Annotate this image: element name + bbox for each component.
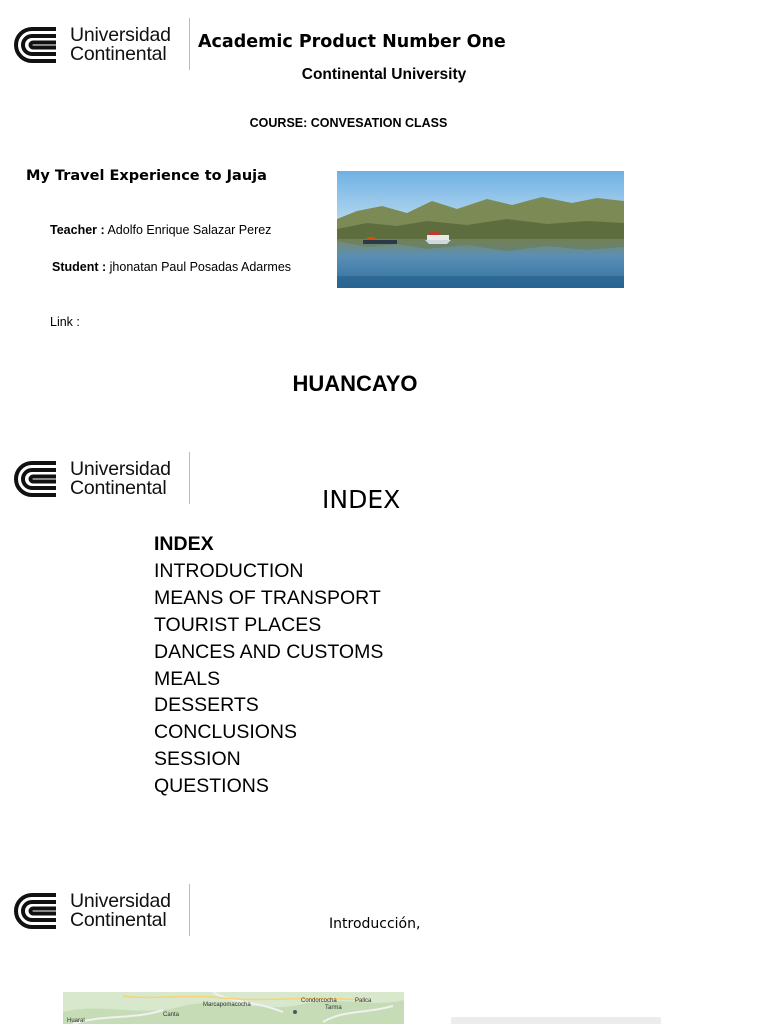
- universidad-continental-logo-icon: [14, 891, 66, 931]
- logo-line-1: Universidad: [70, 458, 171, 480]
- student-label: Student :: [52, 260, 107, 274]
- map-label: Tarma: [325, 1005, 342, 1011]
- introduction-heading: Introducción,: [329, 916, 421, 932]
- index-item[interactable]: QUESTIONS: [154, 775, 269, 798]
- teacher-name: Adolfo Enrique Salazar Perez: [107, 223, 272, 237]
- map-label: Condorcocha: [301, 998, 337, 1004]
- map-label: Canta: [163, 1012, 180, 1018]
- image-placeholder: [451, 1017, 661, 1024]
- logo-line-2: Continental: [70, 909, 167, 931]
- logo-line-1: Universidad: [70, 24, 171, 46]
- page-title: Academic Product Number One: [198, 32, 506, 52]
- universidad-continental-logo-icon: [14, 25, 66, 65]
- student-line: [52, 260, 291, 274]
- teacher-line: [50, 223, 271, 237]
- index-item[interactable]: SESSION: [154, 748, 241, 771]
- index-item[interactable]: MEANS OF TRANSPORT: [154, 586, 381, 609]
- logo-divider: [189, 452, 190, 504]
- map-label: Marcapomacocha: [203, 1002, 251, 1008]
- teacher-label: Teacher :: [50, 223, 105, 237]
- index-item[interactable]: INDEX: [154, 533, 214, 555]
- university-logo: [14, 886, 186, 936]
- index-item[interactable]: DANCES AND CUSTOMS: [154, 640, 384, 663]
- university-logo: [14, 454, 186, 504]
- map-label: Huaral: [67, 1018, 85, 1024]
- region-map: [63, 992, 404, 1024]
- index-heading: INDEX: [322, 485, 401, 514]
- index-item[interactable]: INTRODUCTION: [154, 559, 304, 582]
- logo-line-2: Continental: [70, 477, 167, 499]
- index-item[interactable]: CONCLUSIONS: [154, 721, 298, 744]
- lake-photo: [337, 171, 624, 288]
- logo-divider: [189, 18, 190, 70]
- index-item[interactable]: DESSERTS: [154, 694, 259, 717]
- index-item[interactable]: TOURIST PLACES: [154, 613, 322, 636]
- map-label: Pallca: [355, 998, 372, 1004]
- university-logo: [14, 20, 186, 70]
- logo-divider: [189, 884, 190, 936]
- document-title: My Travel Experience to Jauja: [26, 168, 267, 184]
- page-subtitle: Continental University: [301, 66, 467, 83]
- index-list: [154, 531, 383, 800]
- city-heading: HUANCAYO: [292, 371, 418, 396]
- logo-line-1: Universidad: [70, 890, 171, 912]
- universidad-continental-logo-icon: [14, 459, 66, 499]
- course-name: COURSE: CONVESATION CLASS: [249, 116, 448, 130]
- student-name: jhonatan Paul Posadas Adarmes: [109, 260, 292, 274]
- link-label: Link :: [50, 315, 80, 329]
- logo-line-2: Continental: [70, 43, 167, 65]
- index-item[interactable]: MEALS: [154, 667, 221, 690]
